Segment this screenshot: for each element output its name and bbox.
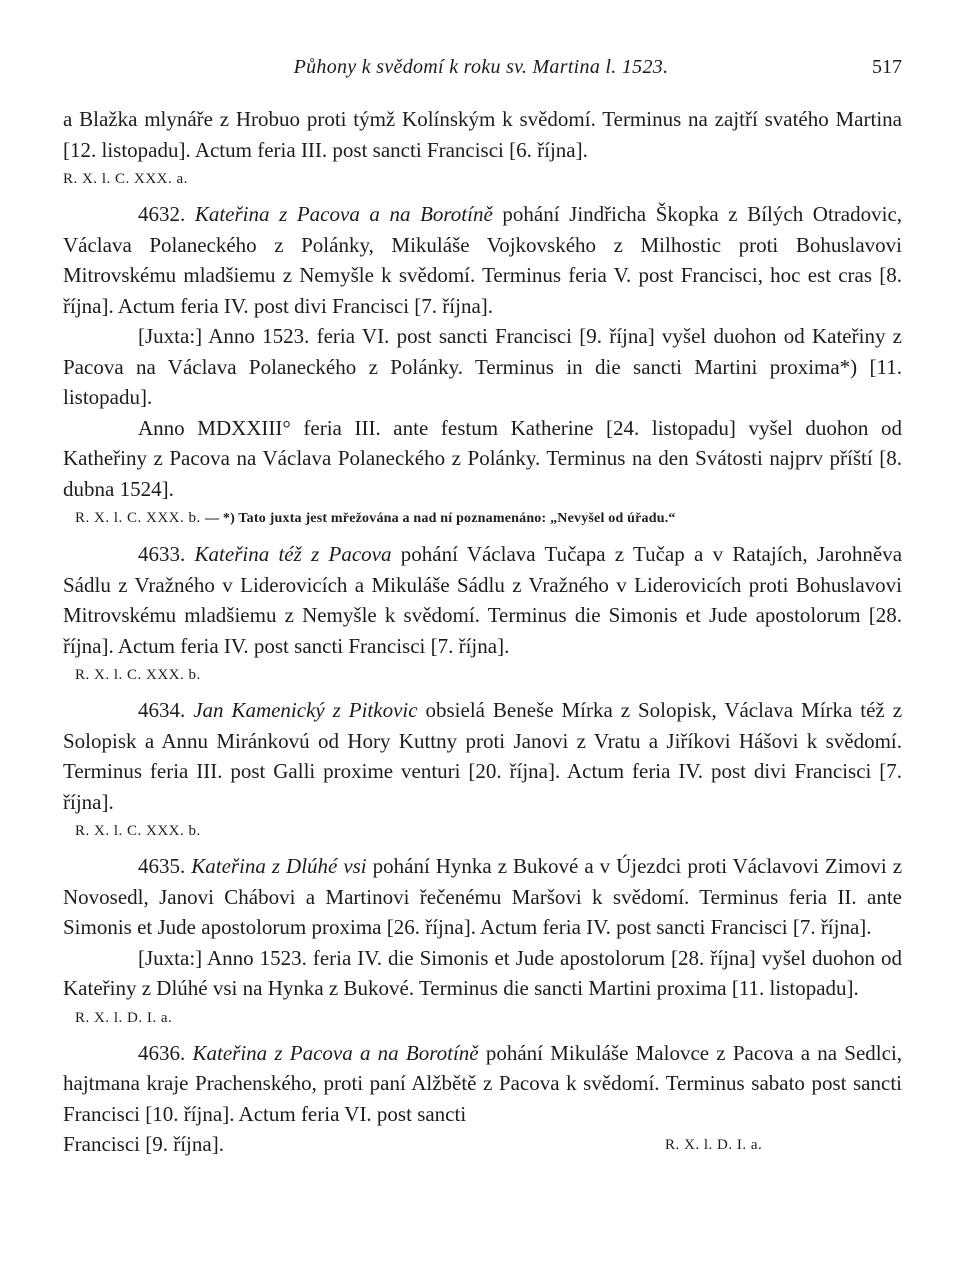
entry-party-name: Kateřina též z Pacova — [194, 542, 392, 566]
archive-signature: R. X. l. C. XXX. b. — [75, 823, 201, 839]
entry-text: pohání Václava Tučapa z Tučap a v Ratajích, Jarohněva Sádlu z Vražného v Liderovicích a Mikuláše Sádlu z Vražného v Liderovicích proti Bohuslavovi Mitrovskému mladšiemu z Nemyšle k svědomí. Terminus die Simonis et Jude apostolorum [28. října]. Actum feria IV. post sancti Francisci [7. října]. — [63, 542, 903, 658]
entry-text: pohání Mikuláše Malovce z Pacova a na Sedlci, hajtmana kraje Prachenského, proti paní Alžbětě z Pacova k svědomí. Terminus sabato post sancti Francisci [10. října]. Actum feria VI. post sancti — [63, 1040, 903, 1126]
entry-party-name: Kateřina z Pacova a na Borotíně — [192, 1040, 479, 1065]
archive-signature: R. X. l. C. XXX. a. — [63, 171, 188, 187]
page-header — [60, 56, 902, 90]
archive-signature: R. X. l. C. XXX. b. — [75, 667, 201, 683]
entry-4632-juxta-2: Anno MDXXIII° feria III. ante festum Katherine [24. listopadu] vyšel duohon od Katheřiny z Pacova na Václava Polaneckého z Polánky. Terminus na den Svátosti najprv příští [8. dubna 1524]. — [63, 415, 902, 501]
entry-4636 — [63, 1038, 902, 1130]
entry-number: 4635. — [138, 854, 186, 878]
entry-text-end: Francisci [9. října]. — [63, 1132, 224, 1156]
entry-4632-juxta-1: [Juxta:] Anno 1523. feria VI. post sancti Francisci [9. října] vyšel duohon od Kateřiny z Pacova na Václava Polaneckého z Polánky. Terminus in die sancti Martini proxima*) [11. listopadu]. — [63, 324, 902, 409]
entry-4636-last-line — [63, 1129, 902, 1160]
entry-text: pohání Hynka z Bukové a v Újezdci proti Václavovi Zimovi z Novosedl, Janovi Chábovi a Martinovi řečenému Maršovi k svědomí. Terminus feria II. ante Simonis et Jude apostolorum proxima [26. října]. Actum feria IV. post sancti Francisci [7. října]. — [63, 854, 903, 939]
entry-4635 — [63, 851, 902, 943]
entry-number: 4632. — [138, 202, 186, 226]
signature-text: R. X. l. C. XXX. b. — [75, 510, 201, 526]
entry-number: 4634. — [138, 698, 186, 722]
entry-party-name: Kateřina z Pacova a na Borotíně — [194, 202, 493, 226]
page-number: 517 — [872, 56, 902, 78]
running-title: Půhony k svědomí k roku sv. Martina l. 1523. — [293, 56, 669, 78]
entry-4634 — [63, 695, 902, 817]
entry-4633 — [63, 539, 902, 661]
archive-signature: R. X. l. D. I. a. — [665, 1137, 763, 1153]
archive-signature: R. X. l. D. I. a. — [75, 1009, 173, 1026]
document-body — [63, 104, 902, 1160]
entry-number: 4636. — [138, 1040, 186, 1065]
entry-party-name: Kateřina z Dlúhé vsi — [191, 854, 367, 878]
entry-party-name: Jan Kamenický z Pitkovic — [193, 698, 418, 722]
archive-signature — [63, 506, 902, 531]
entry-4632 — [63, 199, 902, 321]
entry-number: 4633. — [138, 542, 186, 566]
entry-text: obsielá Beneše Mírka z Solopisk, Václava Mírka též z Solopisk a Annu Miránkovú od Hory Kuttny proti Janovi z Vratu a Jiříkovi Hášovi k svědomí. Terminus feria III. post Galli proxime venturi [20. října]. Actum feria IV. post divi Francisci [7. října]. — [63, 698, 903, 814]
intro-paragraph: a Blažka mlynáře z Hrobuo proti týmž Kolínským k svědomí. Terminus na zajtří svatého Martina [12. listopadu]. Actum feria III. post sancti Francisci [6. října]. — [63, 107, 902, 162]
entry-text: pohání Jindřicha Škopka z Bílých Otradovic, Václava Polaneckého z Polánky, Mikuláše Vojkovského z Milhostic proti Bohuslavovi Mitrovskému mladšiemu z Nemyšle k svědomí. Terminus feria V. post Francisci, hoc est cras [8. října]. Actum feria IV. post divi Francisci [7. října]. — [63, 202, 903, 318]
entry-4635-juxta: [Juxta:] Anno 1523. feria IV. die Simonis et Jude apostolorum [28. října] vyšel duohon od Kateřiny z Dlúhé vsi na Hynka z Bukové. Terminus die sancti Martini proxima [11. listopadu]. — [63, 945, 902, 1000]
footnote: — *) Tato juxta jest mřežována a nad ní poznamenáno: „Nevyšel od úřadu.“ — [205, 511, 676, 526]
